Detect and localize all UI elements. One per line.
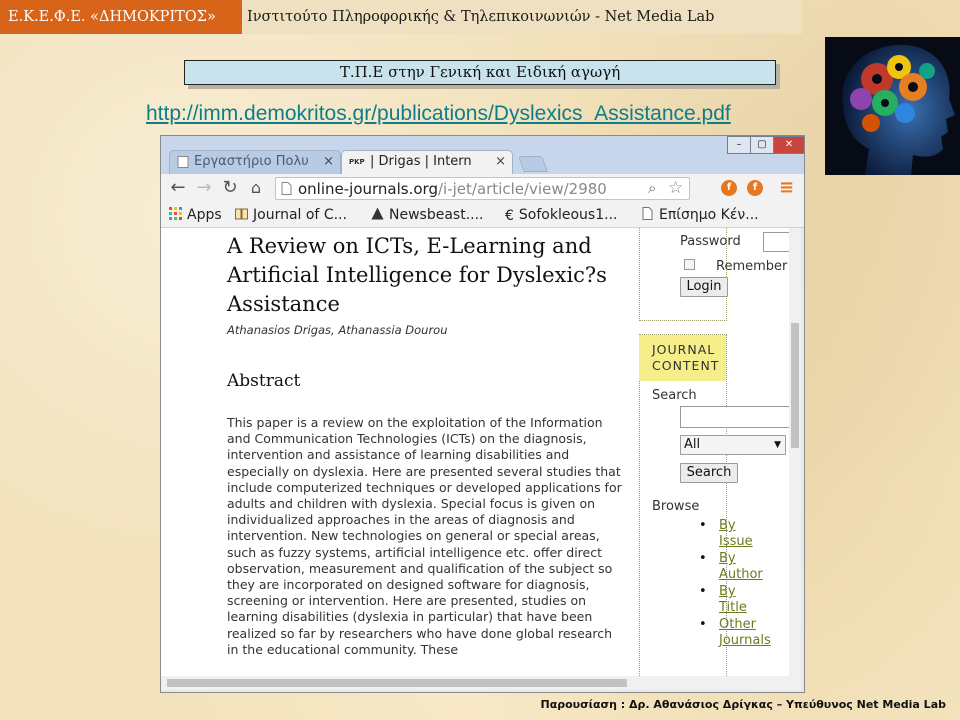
horizontal-scrollbar[interactable] [161,676,801,690]
page-icon [641,207,654,220]
publication-url-link[interactable]: http://imm.demokritos.gr/publications/Dyslexics_Assistance.pdf [146,102,731,125]
reload-icon[interactable]: ↻ [222,177,238,198]
tab-strip [161,136,805,174]
dropdown-arrow-icon: ▼ [774,440,781,450]
journal-sidebar [639,228,801,676]
brain-gears-image [825,37,960,175]
page-icon [177,156,189,168]
zoom-icon[interactable]: ⌕ [648,179,657,197]
vertical-scrollbar[interactable] [789,228,801,676]
search-button[interactable]: Search [680,463,738,483]
book-icon [235,207,248,220]
page-info-icon [281,182,292,195]
article-title: A Review on ICTs, E-Learning and Artificial Intelligence for Dyslexic?s Assistance [227,234,607,316]
maximize-button[interactable]: ▢ [750,136,774,154]
abstract-text: This paper is a review on the exploitation of the Information and Communication Technologies (ICTs) on the diagnosis, intervention and assistance of learning disabilities and especially on dyslexia. Here are presented several studies that include computerized techniques or developed applications for adults and children with dyslexia. Special focus is given on individualized approaches in the areas of diagnosis and intervention. New technologies on general or special areas, such as fuzzy systems, artificial intelligence etc. offer direct observation, measurement and qualification of the subject so they are incorporated on designed software for diagnosis, screening or intervention. Here are presented, studies on learning disabilities (dyslexia in particular) that have been realized so far by researchers who have done global research in the educational community. These [227,415,622,657]
list-item [699,617,799,649]
bookmark-apps[interactable]: Apps [169,206,222,224]
journal-content-heading: JOURNAL CONTENT [639,335,726,381]
institute-header: Ινστιτούτο Πληροφορικής & Τηλεπικοινωνιών - Net Media Lab [242,0,802,34]
tab-close-button[interactable]: × [323,154,334,169]
login-button[interactable]: Login [680,277,728,297]
browse-by-author-link[interactable]: By Author [719,551,763,582]
remember-label: Remember [716,259,788,274]
bookmark-journal[interactable]: Journal of C... [235,206,347,224]
bookmark-newsbeast[interactable]: Newsbeast.... [371,206,484,224]
presenter-footer: Παρουσίαση : Δρ. Αθανάσιος Δρίγκας – Υπεύθυνος Net Media Lab [540,698,946,711]
bookmark-sofokleous[interactable]: € Sofokleous1... [505,207,618,224]
menu-hamburger-icon[interactable]: ≡ [779,177,795,198]
tab-ergastirio[interactable] [169,150,341,174]
bookmark-episimo[interactable]: Επίσημο Κέν... [641,206,759,224]
other-journals-link[interactable]: Other Journals [719,617,771,648]
forward-arrow-icon[interactable]: → [196,177,212,198]
search-input[interactable] [680,406,793,428]
article-authors: Athanasios Drigas, Athanassia Dourou [227,323,448,337]
apps-grid-icon [169,207,182,220]
address-bar[interactable] [275,177,690,200]
home-icon[interactable]: ⌂ [250,178,262,197]
browse-by-issue-link[interactable]: By Issue [719,518,753,549]
close-window-button[interactable]: ✕ [773,136,805,154]
remember-checkbox[interactable] [684,259,695,270]
page-viewport [161,228,801,676]
pkp-favicon-icon: PKP [349,158,365,166]
horizontal-scroll-thumb[interactable] [167,679,627,687]
tab-label: | Drigas | Intern [370,154,472,169]
browser-window [160,135,805,693]
extension-f2-icon[interactable]: f [747,180,763,196]
back-arrow-icon[interactable]: ← [170,177,186,198]
tab-close-button[interactable]: × [495,154,506,169]
browser-toolbar [161,174,805,204]
tab-drigas[interactable] [341,150,513,174]
tab-label: Εργαστήριο Πολυ [194,154,309,169]
newsbeast-icon [371,207,384,220]
search-scope-select[interactable]: All ▼ [680,435,786,455]
list-item [699,584,799,616]
browse-by-title-link[interactable]: By Title [719,584,747,615]
browse-list [699,518,799,650]
euro-icon: € [505,208,514,224]
address-text: online-journals.org/i-jet/article/view/2980 [298,180,607,198]
vertical-scroll-thumb[interactable] [791,323,799,448]
list-item [699,518,799,550]
minimize-button[interactable]: – [727,136,751,154]
list-item [699,551,799,583]
search-label: Search [652,388,697,403]
abstract-heading: Abstract [227,371,301,391]
new-tab-button[interactable] [518,156,548,172]
org-header: Ε.Κ.Ε.Φ.Ε. «ΔΗΜΟΚΡΙΤΟΣ» [0,0,242,34]
bookmarks-bar [161,204,805,228]
bookmark-star-icon[interactable]: ☆ [668,178,684,198]
slide-title: Τ.Π.Ε στην Γενική και Ειδική αγωγή [184,60,776,85]
browse-label: Browse [652,499,700,514]
password-label: Password [680,234,741,249]
extension-f-icon[interactable]: f [721,180,737,196]
